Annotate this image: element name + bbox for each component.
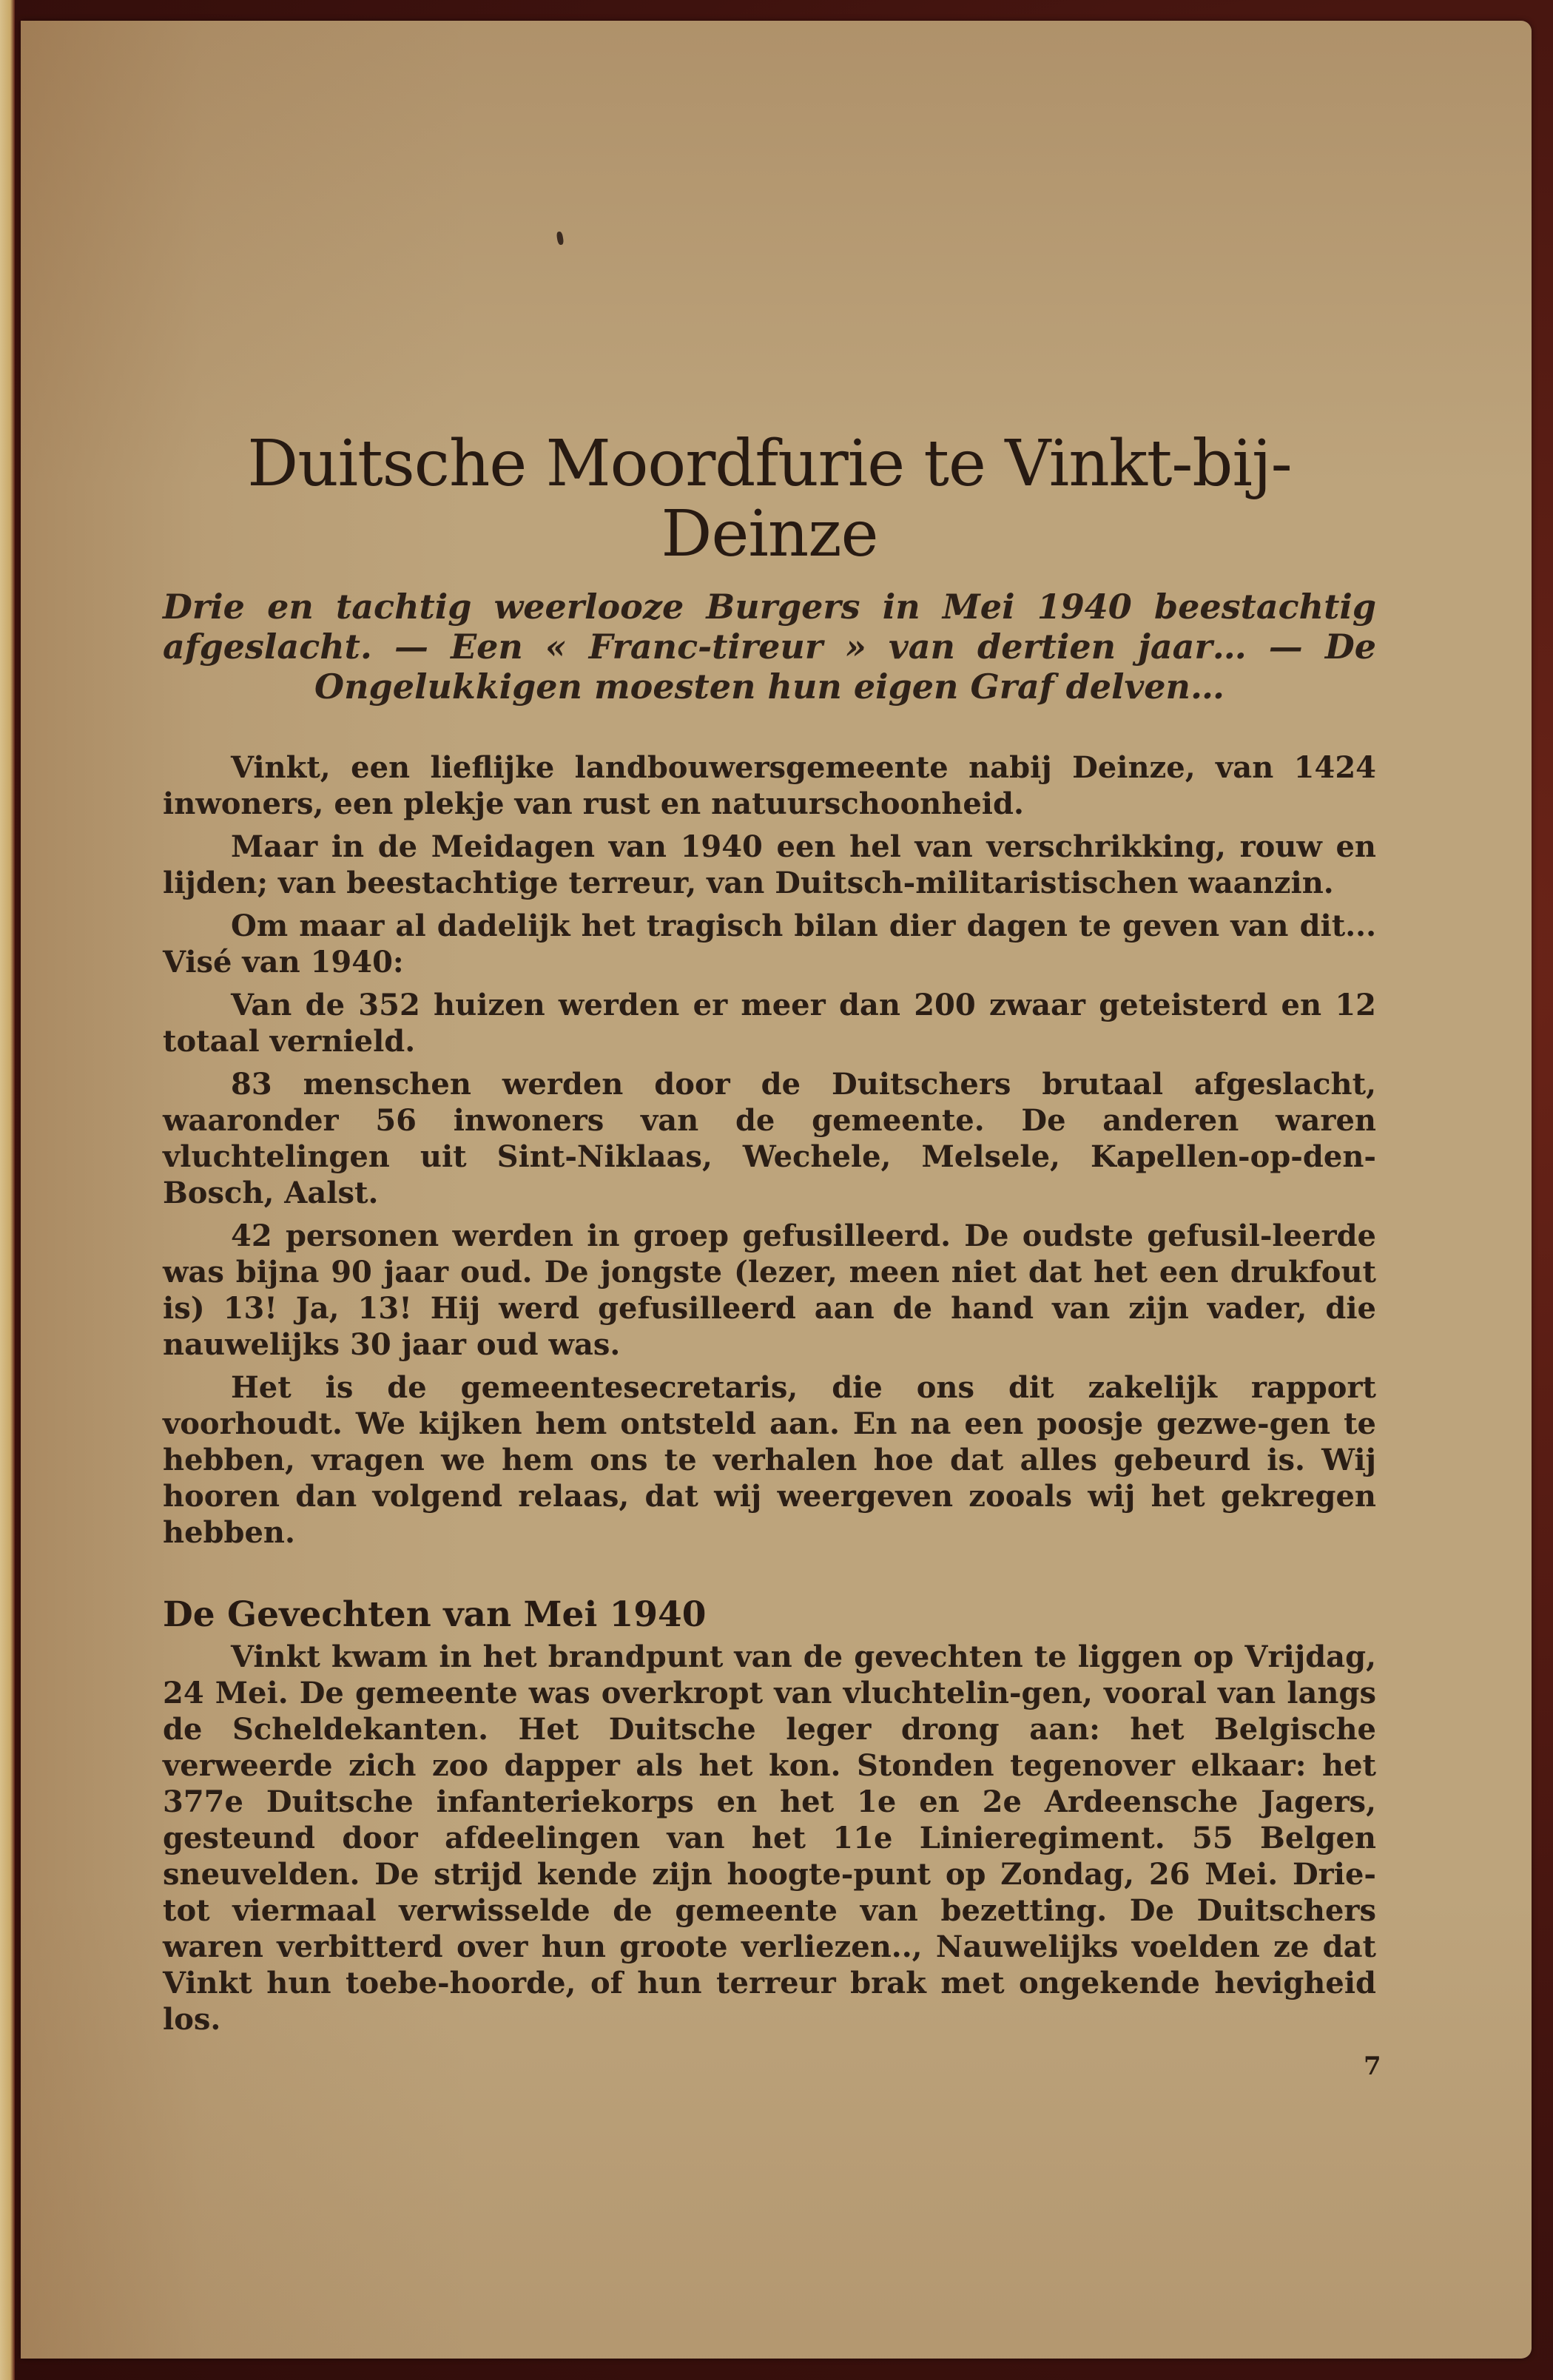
book-page [21, 21, 1532, 2359]
ink-speck [556, 231, 564, 245]
paragraph: 42 personen werden in groep gefusilleerd. De oudste gefusil-leerde was bijna 90 jaar oud. De jongste (lezer, meen niet dat het een drukfout is) 13! Ja, 13! Hij werd gefusilleerd aan de hand van zijn vader, die nauwelijks 30 jaar oud was. [163, 1218, 1376, 1363]
page-content [163, 429, 1376, 2044]
article-subtitle: Drie en tachtig weerlooze Burgers in Mei 1940 beestachtig afgeslacht. — Een « Franc-tireur » van dertien jaar… — De Ongelukkigen moesten hun eigen Graf delven… [163, 587, 1376, 707]
paragraph: Het is de gemeentesecretaris, die ons dit zakelijk rapport voorhoudt. We kijken hem ontsteld aan. En na een poosje gezwe-gen te hebben, vragen we hem ons te verhalen hoe dat alles gebeurd is. Wij hooren dan volgend relaas, dat wij weergeven zooals wij het gekregen hebben. [163, 1370, 1376, 1551]
adjacent-page-edge [0, 0, 15, 2380]
article-title: Duitsche Moordfurie te Vinkt-bij-Deinze [247, 427, 1292, 571]
paragraph: 83 menschen werden door de Duitschers brutaal afgeslacht, waaronder 56 inwoners van de gemeente. De anderen waren vluchtelingen uit Sint-Niklaas, Wechele, Melsele, Kapellen-op-den-Bosch, Aalst. [163, 1067, 1376, 1211]
section-heading: De Gevechten van Mei 1940 [163, 1594, 707, 1636]
page-number: 7 [1364, 2052, 1381, 2081]
article-body [163, 749, 1376, 2037]
paragraph: Maar in de Meidagen van 1940 een hel van verschrikking, rouw en lijden; van beestachtige terreur, van Duitsch-militaristischen waanzin. [163, 829, 1376, 901]
paragraph: Om maar al dadelijk het tragisch bilan dier dagen te geven van dit... Visé van 1940: [163, 908, 1376, 980]
paragraph: Vinkt, een lieflijke landbouwersgemeente nabij Deinze, van 1424 inwoners, een plekje van rust en natuurschoonheid. [163, 750, 1376, 822]
paragraph: Van de 352 huizen werden er meer dan 200 zwaar geteisterd en 12 totaal vernield. [163, 988, 1376, 1059]
paragraph: Vinkt kwam in het brandpunt van de gevechten te liggen op Vrijdag, 24 Mei. De gemeente was overkropt van vluchtelin-gen, vooral van langs de Scheldekanten. Het Duitsche leger drong aan: het Belgische verweerde zich zoo dapper als het kon. Stonden tegenover elkaar: het 377e Duitsche infanteriekorps en het 1e en 2e Ardeensche Jagers, gesteund door afdeelingen van het 11e Linieregiment. 55 Belgen sneuvelden. De strijd kende zijn hoogte-punt op Zondag, 26 Mei. Drie- tot viermaal verwisselde de gemeente van bezetting. De Duitschers waren verbitterd over hun groote verliezen.., Nauwelijks voelden ze dat Vinkt hun toebe-hoorde, of hun terreur brak met ongekende hevigheid los. [163, 1639, 1376, 2037]
